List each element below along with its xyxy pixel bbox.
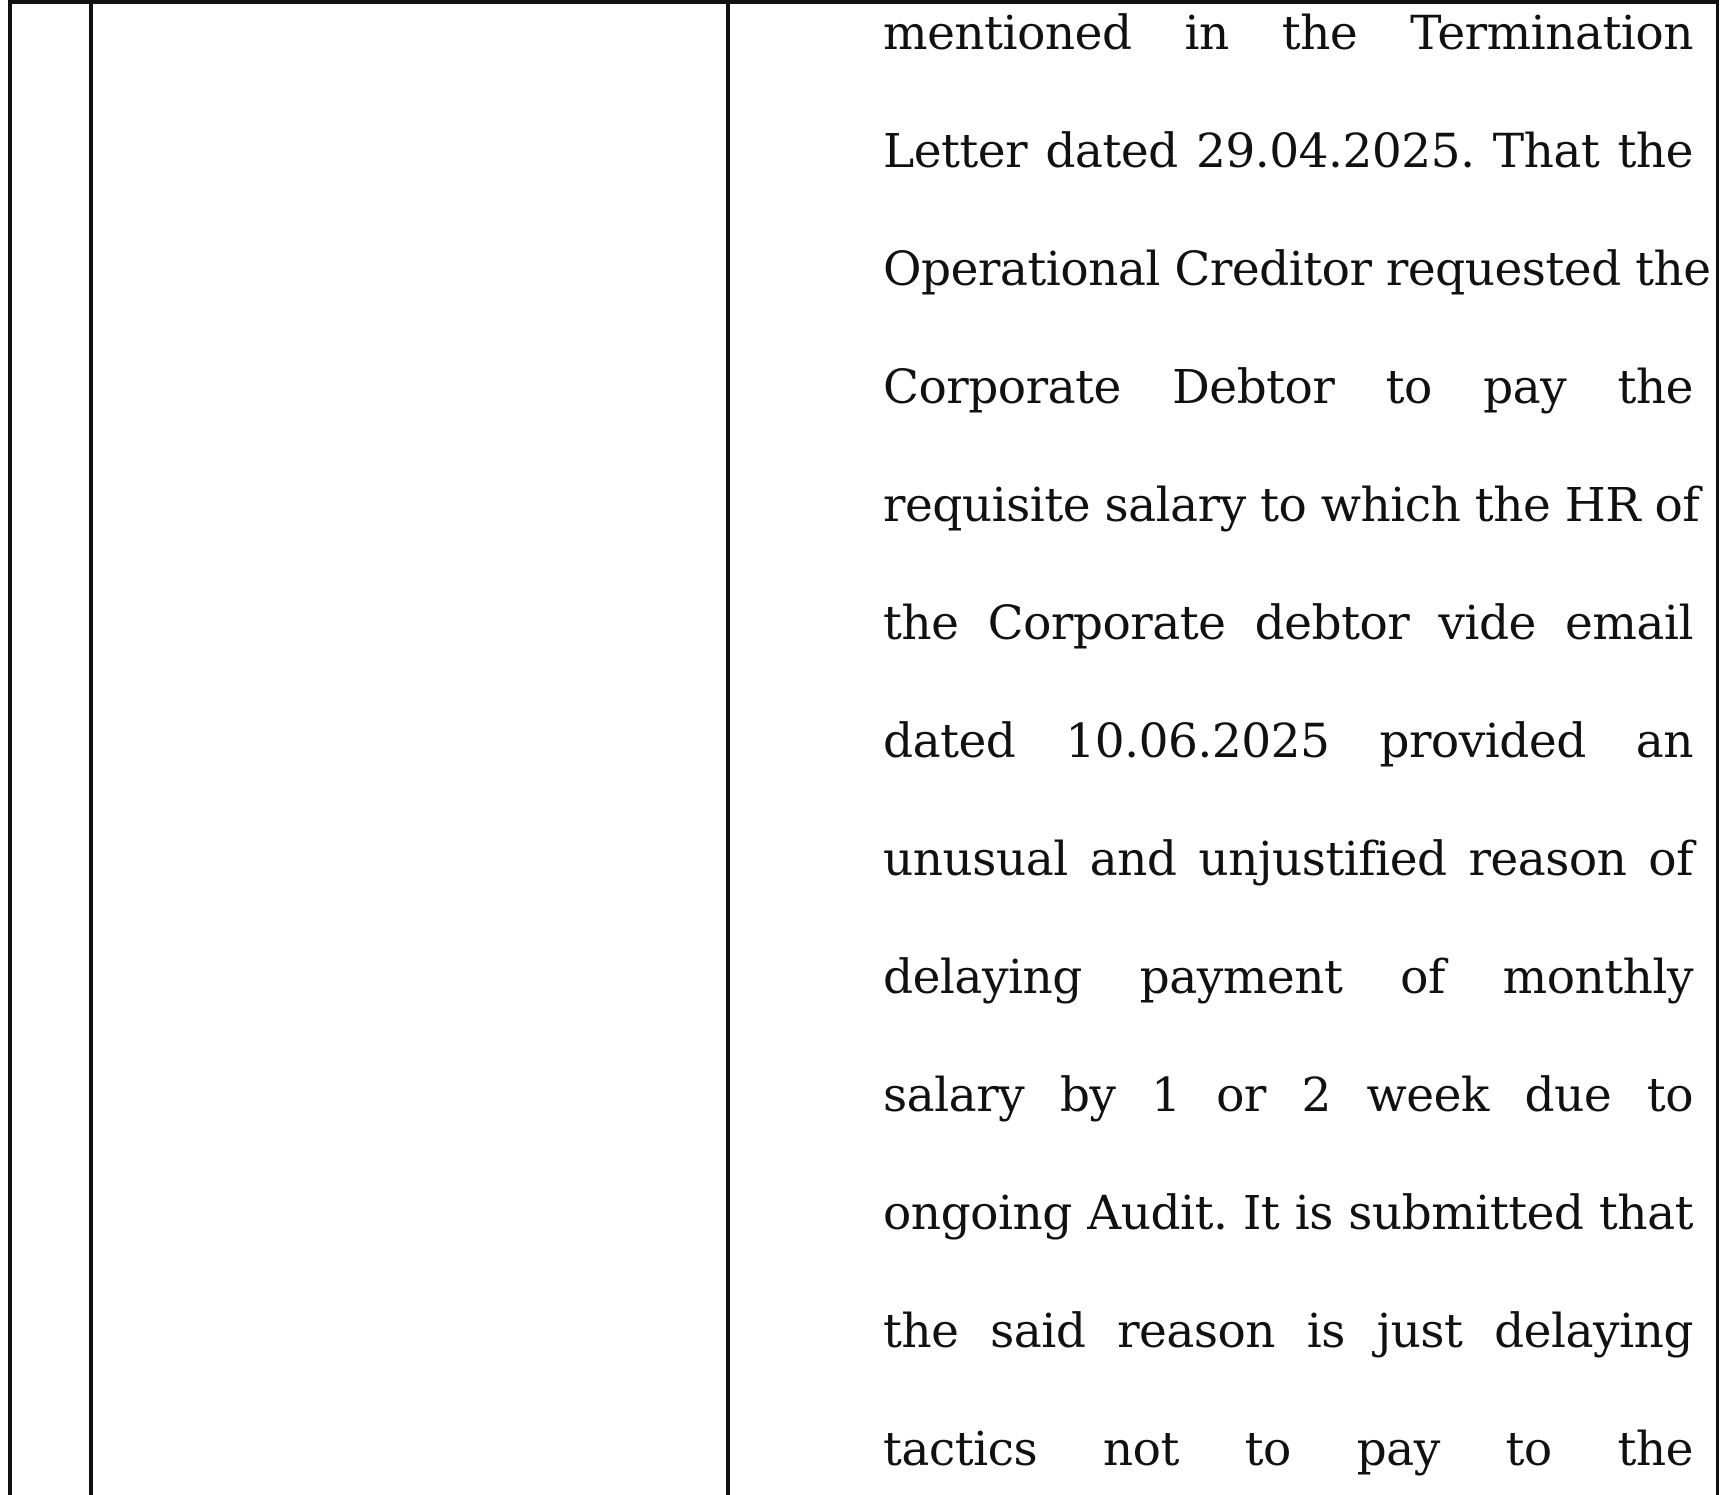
table-left-border <box>8 0 12 1495</box>
paragraph-line-8: unusual and unjustified reason of <box>883 832 1693 887</box>
paragraph-line-5: requisite salary to which the HR of <box>883 478 1700 533</box>
table-column-divider-2 <box>726 0 730 1495</box>
table-right-border <box>1716 0 1719 1495</box>
paragraph-line-4: Corporate Debtor to pay the <box>883 360 1693 415</box>
paragraph-line-1: mentioned in the Termination <box>883 6 1693 61</box>
paragraph-line-3: Operational Creditor requested the <box>883 242 1711 297</box>
table-column-divider-1 <box>89 0 93 1495</box>
paragraph-line-10: salary by 1 or 2 week due to <box>883 1068 1693 1123</box>
paragraph-line-9: delaying payment of monthly <box>883 950 1693 1005</box>
details-text-cell <box>883 0 1711 1495</box>
paragraph-line-13: tactics not to pay to the <box>883 1422 1693 1477</box>
paragraph-line-6: the Corporate debtor vide email <box>883 596 1693 651</box>
paragraph-line-11: ongoing Audit. It is submitted that <box>883 1186 1693 1241</box>
paragraph-line-7: dated 10.06.2025 provided an <box>883 714 1693 769</box>
paragraph-line-12: the said reason is just delaying <box>883 1304 1693 1359</box>
paragraph-line-2: Letter dated 29.04.2025. That the <box>883 124 1693 179</box>
